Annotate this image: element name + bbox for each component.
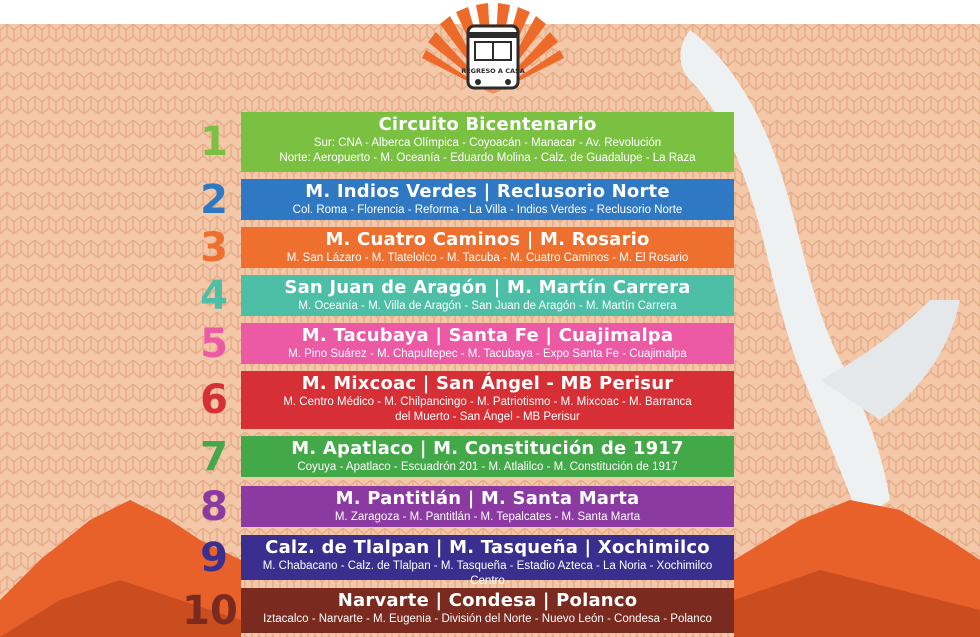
- route-number: 7: [200, 433, 228, 480]
- route-stops: del Muerto - San Ángel - MB Perisur: [395, 411, 580, 423]
- route-number: 9: [200, 534, 228, 581]
- route-stops: Sur: CNA - Alberca Olímpica - Coyoacán - Manacar - Av. Revolución: [313, 137, 662, 149]
- route-card: [241, 436, 734, 477]
- route-title: M. Mixcoac | San Ángel - MB Perisur: [301, 373, 674, 394]
- logo-sign-text: REGRESO A CASA: [461, 67, 525, 75]
- route-stops: M. Chabacano - Calz. de Tlalpan - M. Tasqueña - Estadio Azteca - La Noria - Xochimilco Centro: [262, 560, 713, 587]
- route-stops: M. San Lázaro - M. Tlatelolco - M. Tacuba - M. Cuatro Caminos - M. El Rosario: [286, 252, 689, 264]
- route-number: 2: [200, 176, 228, 223]
- route-number: 3: [200, 224, 228, 271]
- route-stops: M. Zaragoza - M. Pantitlán - M. Tepalcates - M. Santa Marta: [334, 511, 641, 523]
- route-number: 8: [200, 483, 228, 530]
- route-title: M. Tacubaya | Santa Fe | Cuajimalpa: [301, 325, 674, 346]
- route-card: [241, 112, 734, 172]
- route-card: [241, 371, 734, 429]
- route-number: 6: [200, 377, 228, 423]
- route-number: 1: [200, 119, 228, 165]
- route-title: San Juan de Aragón | M. Martín Carrera: [284, 277, 691, 298]
- route-title: Narvarte | Condesa | Polanco: [337, 590, 638, 611]
- route-stops: M. Centro Médico - M. Chilpancingo - M. Patriotismo - M. Mixcoac - M. Barranca: [283, 396, 692, 408]
- route-title: Circuito Bicentenario: [378, 114, 597, 135]
- route-card: [241, 535, 734, 587]
- route-stops: Iztacalco - Narvarte - M. Eugenia - División del Norte - Nuevo León - Condesa - Polanco: [263, 613, 712, 625]
- route-title: M. Pantitlán | M. Santa Marta: [335, 488, 640, 509]
- route-card: [241, 323, 734, 364]
- route-card: [241, 275, 734, 316]
- route-title: M. Cuatro Caminos | M. Rosario: [325, 229, 650, 250]
- route-stops: M. Oceanía - M. Villa de Aragón - San Juan de Aragón - M. Martín Carrera: [298, 300, 677, 312]
- route-number: 4: [200, 272, 228, 319]
- route-card: [241, 588, 734, 633]
- route-card: [241, 486, 734, 527]
- regreso-a-casa-logo: [418, 2, 568, 94]
- route-title: Calz. de Tlalpan | M. Tasqueña | Xochimilco: [265, 537, 710, 558]
- route-card: [241, 179, 734, 220]
- route-number: 5: [200, 320, 228, 367]
- route-title: M. Apatlaco | M. Constitución de 1917: [291, 438, 684, 459]
- route-stops: M. Pino Suárez - M. Chapultepec - M. Tacubaya - Expo Santa Fe - Cuajimalpa: [288, 348, 687, 360]
- route-number: 10: [182, 587, 238, 634]
- bus-icon: [468, 26, 518, 88]
- route-title: M. Indios Verdes | Reclusorio Norte: [305, 181, 670, 202]
- route-stops: Norte: Aeropuerto - M. Oceanía - Eduardo Molina - Calz. de Guadalupe - La Raza: [279, 152, 696, 164]
- route-card: [241, 227, 734, 268]
- route-stops: Coyuya - Apatlaco - Escuadrón 201 - M. Atlalilco - M. Constitución de 1917: [297, 461, 678, 473]
- route-stops: Col. Roma - Florencia - Reforma - La Villa - Indios Verdes - Reclusorio Norte: [292, 204, 683, 216]
